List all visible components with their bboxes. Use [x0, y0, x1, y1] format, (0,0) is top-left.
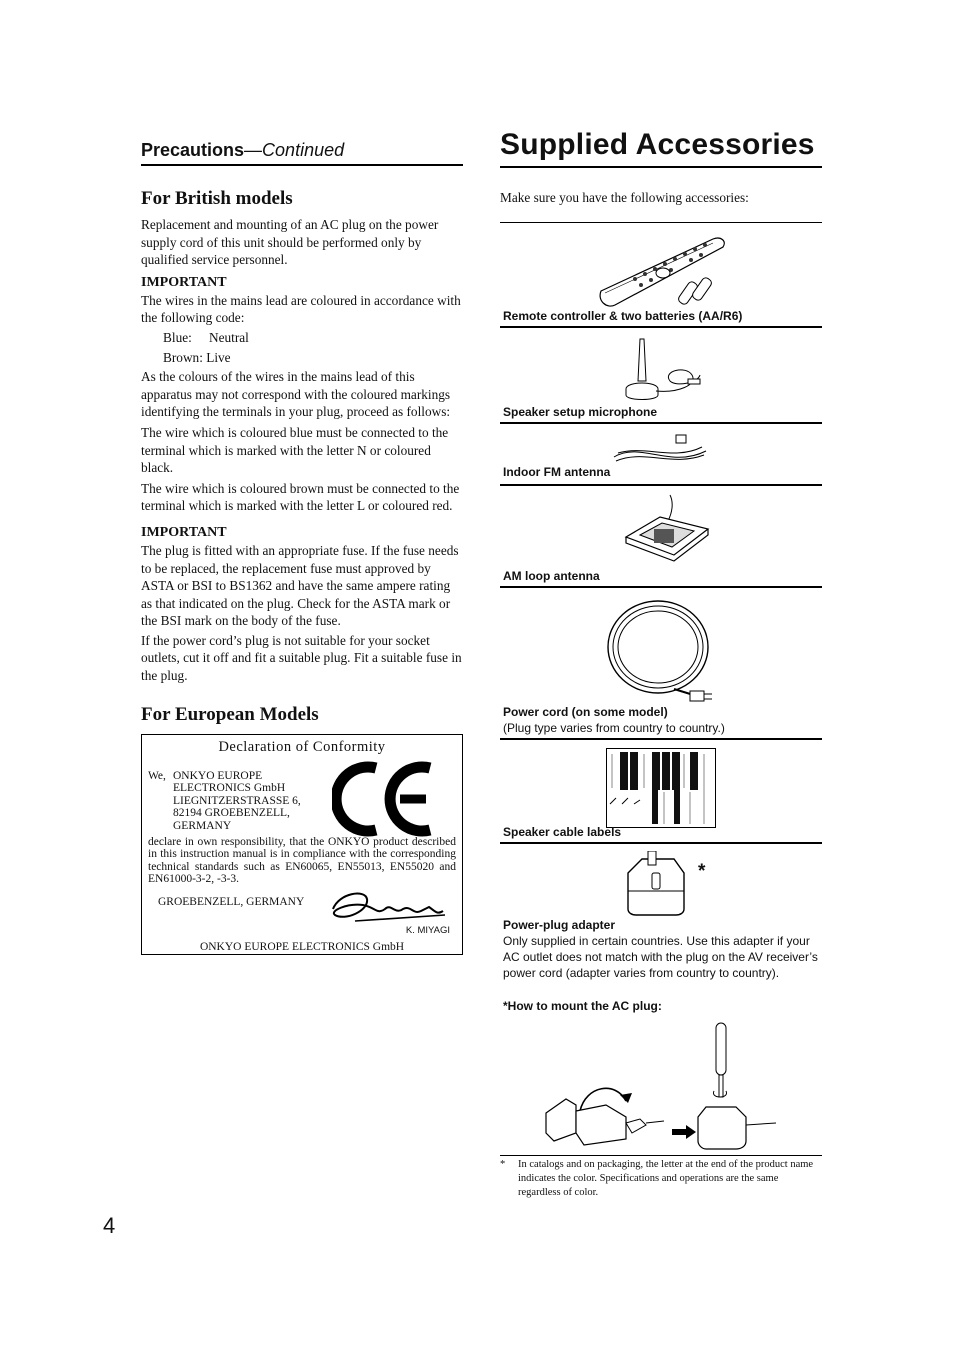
- brown-wire-paragraph: The wire which is coloured brown must be connected to the terminal which is marked with the letter L or coloured red.: [141, 480, 460, 514]
- left-column: [141, 140, 463, 955]
- blue-wire-paragraph: The wire which is coloured blue must be connected to the terminal which is marked with the letter N or coloured black.: [141, 424, 449, 476]
- wires-paragraph: The wires in the mains lead are coloured in accordance with the following code:: [141, 292, 461, 326]
- code-blue: Blue: Neutral: [163, 329, 249, 345]
- accessory-am-antenna: [500, 484, 822, 588]
- accessory-cable-labels: [500, 738, 822, 844]
- adapter-asterisk: *: [698, 861, 706, 882]
- accessory-power-cord: [500, 586, 822, 740]
- accessory-label: Speaker setup microphone: [503, 405, 658, 419]
- declaration-company: ONKYO EUROPE ELECTRONICS GmbH: [199, 940, 405, 953]
- section-header-continued: —Continued: [244, 140, 345, 160]
- accessories-intro: Make sure you have the following accessories:: [500, 190, 749, 205]
- code-brown: Brown: Live: [163, 349, 231, 365]
- right-column: [500, 128, 822, 209]
- power-cord-icon: [604, 595, 716, 707]
- section-header: [141, 140, 463, 166]
- accessory-fm-antenna: [500, 422, 822, 486]
- power-plug-adapter-icon: [622, 851, 690, 917]
- accessory-label: Indoor FM antenna: [503, 465, 611, 479]
- colours-paragraph: As the colours of the wires in the mains lead of this apparatus may not correspond with the coloured markings identifying the terminals in your plug, proceed as follows:: [141, 369, 451, 420]
- socket-paragraph: If the power cord’s plug is not suitable for your socket outlets, cut it off and fit a suitable plug. Fit a suitable fuse in the plug.: [141, 632, 462, 684]
- declaration-box: [141, 734, 463, 955]
- declaration-text: declare in own responsibility, that the ONKYO product described in this instruction manual is in compliance with the corresponding technical standards such as EN60065, EN55013, EN55020 and EN61000-3-2, -3-3.: [148, 835, 456, 886]
- accessory-remote: [500, 222, 822, 328]
- remote-controller-icon: [595, 231, 730, 311]
- declaration-we: We,: [148, 769, 166, 782]
- important-heading-2: IMPORTANT: [141, 524, 227, 540]
- signature-image: [325, 885, 455, 929]
- ac-plug-mounting-illustration: [540, 1021, 782, 1151]
- section-header-main: Precautions: [141, 140, 245, 160]
- accessory-note: (Plug type varies from country to country.): [503, 721, 725, 735]
- speaker-cable-labels-icon: [606, 748, 716, 828]
- accessory-label: Remote controller & two batteries (AA/R6): [503, 309, 743, 323]
- accessory-microphone: [500, 326, 822, 424]
- fuse-paragraph: The plug is fitted with an appropriate fuse. If the fuse needs to be replaced, the replacement fuse must approved by ASTA or BSI to BS1362 and have the same ampere rating as that indicated on the plug. Check for the ASTA mark or the BSI mark on the body of the fuse.: [141, 542, 459, 629]
- page-number: 4: [103, 1213, 116, 1238]
- fm-antenna-icon: [610, 431, 714, 471]
- signer-name: K. MIYAGI: [405, 924, 450, 936]
- declaration-title: Declaration of Conformity: [218, 738, 386, 755]
- accessory-label: AM loop antenna: [503, 569, 600, 583]
- accessory-label: Power-plug adapter: [503, 918, 616, 932]
- how-to-mount-heading: *How to mount the AC plug:: [503, 999, 662, 1013]
- european-models-heading: For European Models: [141, 703, 319, 725]
- page-title: Supplied Accessories: [500, 128, 822, 168]
- footnote-text: In catalogs and on packaging, the letter at the end of the product name indicates the color. Specifications and operations are the same regardless of color.: [518, 1159, 814, 1198]
- am-loop-antenna-icon: [620, 493, 712, 563]
- british-intro-paragraph: Replacement and mounting of an AC plug on the power supply cord of this unit should be performed only by qualified service personnel.: [141, 217, 439, 268]
- ce-mark-icon: [332, 760, 436, 838]
- important-heading-1: IMPORTANT: [141, 274, 227, 290]
- accessory-power-plug-adapter: [500, 842, 822, 1156]
- accessory-label: Speaker cable labels: [503, 825, 622, 839]
- footnote-star: *: [500, 1159, 506, 1170]
- declaration-address: ONKYO EUROPE ELECTRONICS GmbH LIEGNITZERSTRASSE 6, 82194 GROEBENZELL, GERMANY: [173, 769, 301, 832]
- british-models-heading: For British models: [141, 188, 293, 209]
- declaration-city: GROEBENZELL, GERMANY: [158, 895, 305, 908]
- microphone-icon: [618, 335, 708, 403]
- adapter-description: Only supplied in certain countries. Use this adapter if your AC outlet does not match with the plug on the AV receiver’s power cord (adapter varies from country to country).: [503, 934, 818, 980]
- accessory-label: Power cord (on some model): [503, 705, 668, 719]
